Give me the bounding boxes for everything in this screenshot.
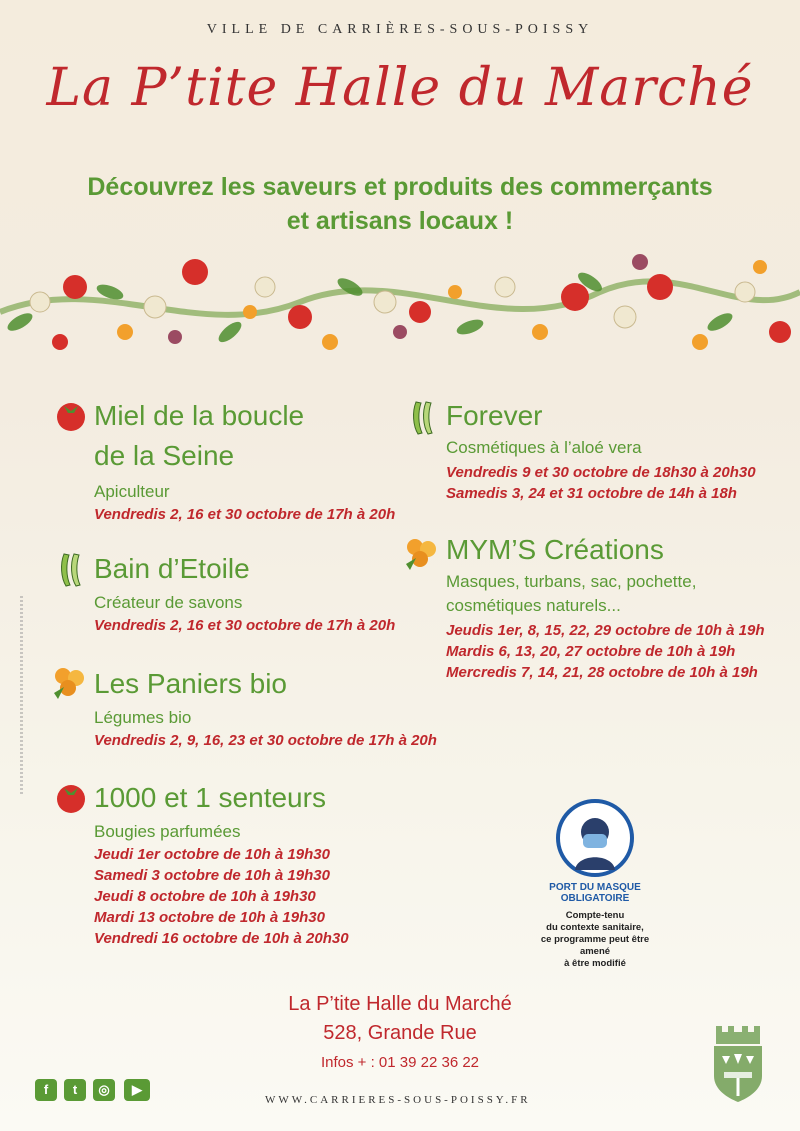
tomato-icon <box>54 780 88 814</box>
vendor-description: Cosmétiques à l’aloé vera <box>446 438 642 457</box>
facebook-icon[interactable]: f <box>35 1079 57 1101</box>
zucchini-icon <box>58 552 86 588</box>
vendor-miel <box>94 396 395 525</box>
city-crest-icon <box>708 1020 768 1104</box>
vendor-date: Jeudi 1er octobre de 10h à 19h30 <box>94 846 330 863</box>
vendor-date: Samedis 3, 24 et 31 octobre de 14h à 18h <box>446 485 737 502</box>
mask-note-line-1: Compte-tenu <box>565 910 625 921</box>
vendor-1000-senteurs <box>94 778 349 949</box>
page-title: La P’tite Halle du Marché <box>46 58 754 118</box>
mask-notice <box>530 882 660 970</box>
website-link[interactable]: WWW.CARRIERES-SOUS-POISSY.FR <box>265 1094 531 1106</box>
mask-note-line-2: du contexte sanitaire, <box>546 922 644 933</box>
mask-title-line-2: OBLIGATOIRE <box>560 893 630 904</box>
side-legal-mention <box>20 596 23 796</box>
vendor-name: Bain d’Etoile <box>94 553 250 584</box>
vendor-paniers-bio <box>94 664 437 751</box>
zucchini-icon <box>410 400 438 436</box>
flower-icon <box>402 534 440 572</box>
vendor-date: Vendredis 2, 9, 16, 23 et 30 octobre de 17h à 20h <box>94 732 437 749</box>
vendor-name: Les Paniers bio <box>94 668 288 699</box>
flower-icon <box>50 663 88 701</box>
subtitle <box>0 170 800 238</box>
vendor-description: cosmétiques naturels... <box>446 596 621 615</box>
vendor-name: MYM’S Créations <box>446 534 664 565</box>
vendor-date: Vendredi 16 octobre de 10h à 20h30 <box>94 930 349 947</box>
mask-note-line-3: ce programme peut être amené <box>540 934 650 957</box>
vendor-date: Vendredis 2, 16 et 30 octobre de 17h à 20h <box>94 617 396 634</box>
mask-title-line-1: PORT DU MASQUE <box>549 882 641 893</box>
vendor-description: Bougies parfumées <box>94 822 241 841</box>
vendor-date: Jeudi 8 octobre de 10h à 19h30 <box>94 888 316 905</box>
vendor-myms-creations <box>446 530 765 683</box>
vendor-forever <box>446 396 756 504</box>
vegetable-garland <box>0 232 800 372</box>
vendor-date: Jeudis 1er, 8, 15, 22, 29 octobre de 10h à 19h <box>446 622 765 639</box>
tomato-icon <box>54 398 88 432</box>
footer-venue: La P’tite Halle du Marché <box>288 993 512 1015</box>
footer-address: 528, Grande Rue <box>323 1022 477 1044</box>
vendor-date: Mardis 6, 13, 20, 27 octobre de 10h à 19h <box>446 643 736 660</box>
twitter-icon[interactable]: t <box>64 1079 86 1101</box>
subtitle-line-1: Découvrez les saveurs et produits des commerçants <box>87 173 713 201</box>
vendor-date: Mercredis 7, 14, 21, 28 octobre de 10h à 19h <box>446 664 758 681</box>
vendor-date: Vendredis 2, 16 et 30 octobre de 17h à 20h <box>94 506 396 523</box>
vendor-description: Créateur de savons <box>94 593 243 612</box>
instagram-icon[interactable]: ◎ <box>93 1079 115 1101</box>
youtube-icon[interactable]: ▶ <box>124 1079 150 1101</box>
mask-note-line-4: à être modifié <box>564 958 626 969</box>
vendor-bain-etoile <box>94 549 395 636</box>
vendor-description: Masques, turbans, sac, pochette, <box>446 572 697 591</box>
vendor-name: Miel de la boucle <box>94 400 305 431</box>
vendor-name: Forever <box>446 400 543 431</box>
mask-icon <box>555 798 635 878</box>
vendor-date: Mardi 13 octobre de 10h à 19h30 <box>94 909 325 926</box>
vendor-name: 1000 et 1 senteurs <box>94 782 326 813</box>
subtitle-line-2: et artisans locaux ! <box>286 207 514 235</box>
city-name: VILLE DE CARRIÈRES-SOUS-POISSY <box>206 22 594 37</box>
vendor-date: Samedi 3 octobre de 10h à 19h30 <box>94 867 330 884</box>
footer-infos: Infos + : 01 39 22 36 22 <box>320 1054 480 1071</box>
vendor-description: Apiculteur <box>94 482 170 501</box>
vendor-date: Vendredis 9 et 30 octobre de 18h30 à 20h30 <box>446 464 756 481</box>
vendor-name: de la Seine <box>94 440 235 471</box>
vendor-description: Légumes bio <box>94 708 192 727</box>
